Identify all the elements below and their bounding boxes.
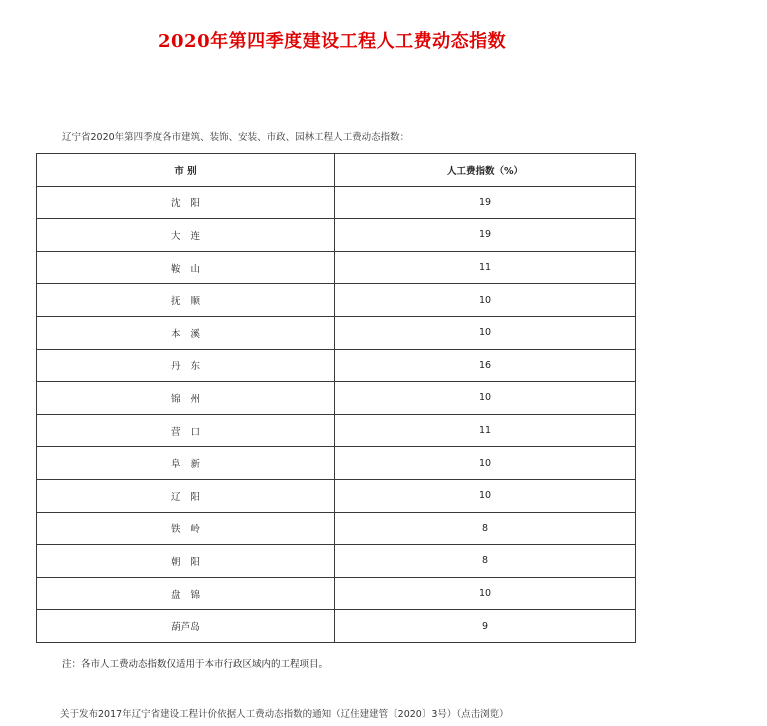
index-cell: 10	[335, 447, 636, 480]
table-row	[37, 479, 636, 512]
table-row	[37, 545, 636, 578]
index-cell: 10	[335, 382, 636, 415]
table-row	[37, 447, 636, 480]
index-cell: 16	[335, 349, 636, 382]
index-cell: 8	[335, 545, 636, 578]
city-cell: 铁岭	[37, 512, 335, 545]
table-row	[37, 382, 636, 415]
table-row	[37, 186, 636, 219]
table-header-row	[37, 154, 636, 187]
table-row	[37, 251, 636, 284]
city-cell: 营口	[37, 414, 335, 447]
table-row	[37, 512, 636, 545]
city-cell: 朝阳	[37, 545, 335, 578]
index-cell: 8	[335, 512, 636, 545]
table-row	[37, 316, 636, 349]
table-note: 注：各市人工费动态指数仅适用于本市行政区域内的工程项目。	[62, 659, 329, 670]
city-cell: 大连	[37, 219, 335, 252]
city-cell: 本溪	[37, 316, 335, 349]
city-cell: 抚顺	[37, 284, 335, 317]
index-cell: 11	[335, 251, 636, 284]
index-table	[36, 153, 636, 643]
intro-text: 辽宁省2020年第四季度各市建筑、装饰、安装、市政、园林工程人工费动态指数：	[62, 132, 410, 143]
header-city: 市 别	[37, 154, 335, 187]
index-cell: 11	[335, 414, 636, 447]
city-cell: 鞍山	[37, 251, 335, 284]
city-cell: 盘锦	[37, 577, 335, 610]
index-cell: 9	[335, 610, 636, 643]
table-row	[37, 219, 636, 252]
city-cell: 沈阳	[37, 186, 335, 219]
page-title: 2020年第四季度建设工程人工费动态指数	[158, 31, 507, 52]
index-cell: 10	[335, 284, 636, 317]
table-row	[37, 414, 636, 447]
city-cell: 丹东	[37, 349, 335, 382]
city-cell: 辽阳	[37, 479, 335, 512]
index-cell: 10	[335, 316, 636, 349]
index-cell: 19	[335, 219, 636, 252]
header-index: 人工费指数（%）	[335, 154, 636, 187]
index-cell: 19	[335, 186, 636, 219]
city-cell: 葫芦岛	[37, 610, 335, 643]
city-cell: 锦州	[37, 382, 335, 415]
index-cell: 10	[335, 479, 636, 512]
index-cell: 10	[335, 577, 636, 610]
table-row	[37, 577, 636, 610]
notice-link[interactable]: 关于发布2017年辽宁省建设工程计价依据人工费动态指数的通知（辽住建建管〔2020〕3号）（点击浏览）	[60, 709, 509, 720]
table-row	[37, 349, 636, 382]
city-cell: 阜新	[37, 447, 335, 480]
table-row	[37, 284, 636, 317]
table-row	[37, 610, 636, 643]
